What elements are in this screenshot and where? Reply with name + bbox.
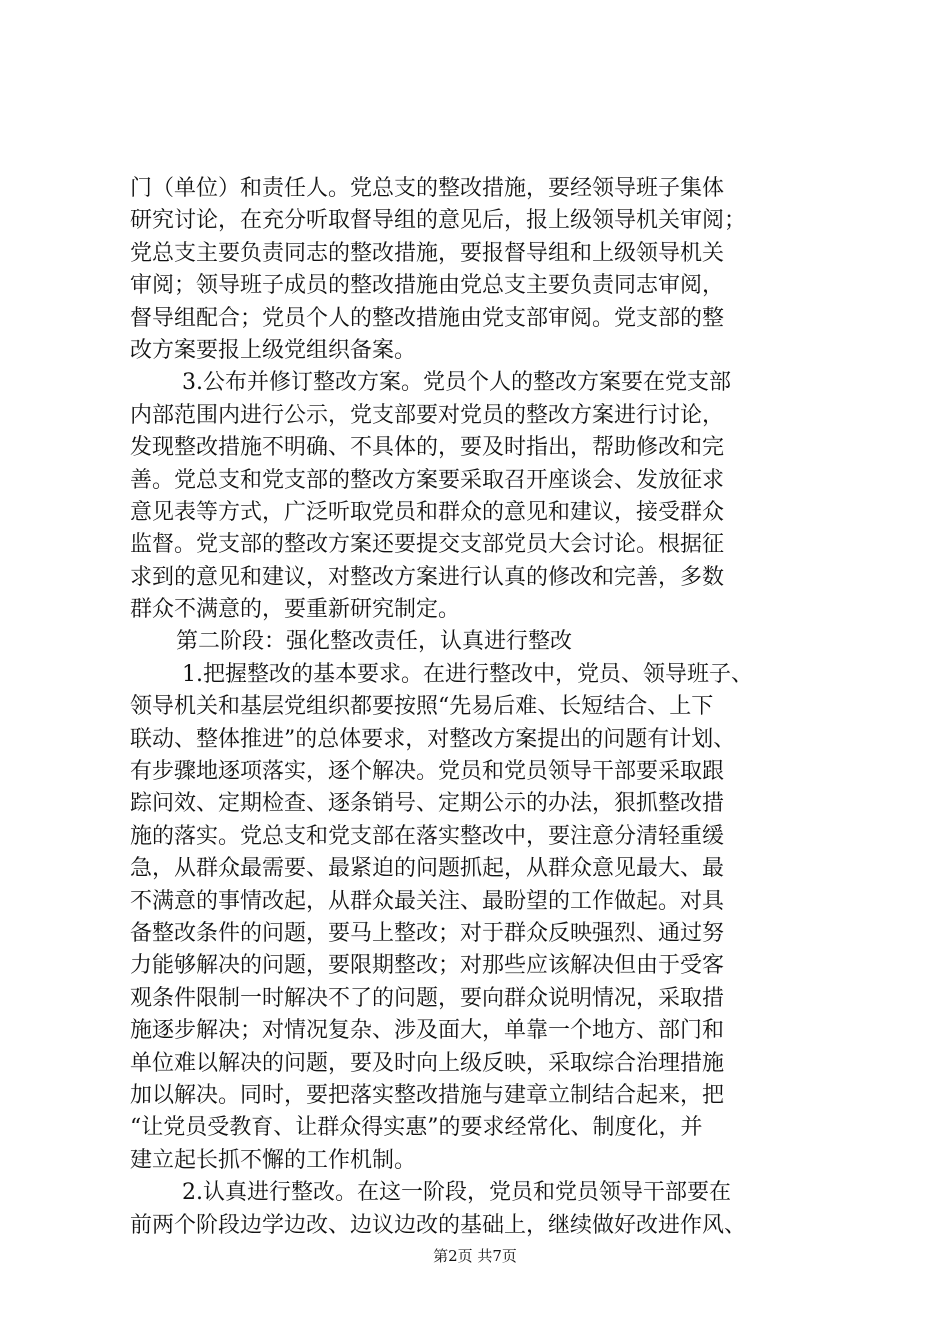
text-line: 施的落实。党总支和党支部在落实整改中，要注意分清轻重缓 <box>130 823 725 849</box>
paragraph-start-line: 3.公布并修订整改方案。党员个人的整改方案要在党支部 <box>182 370 731 396</box>
text-line: 力能够解决的问题，要限期整改；对那些应该解决但由于受客 <box>130 953 725 979</box>
text-line: 改方案要报上级党组织备案。 <box>130 337 417 363</box>
text-line: 加以解决。同时，要把落实整改措施与建章立制结合起来，把 <box>130 1082 725 1108</box>
text-line: 善。党总支和党支部的整改方案要采取召开座谈会、发放征求 <box>130 467 725 493</box>
text-line: 单位难以解决的问题，要及时向上级反映，采取综合治理措施 <box>130 1050 725 1076</box>
paragraph-start-line: 1.把握整改的基本要求。在进行整改中，党员、领导班子、 <box>182 661 753 687</box>
document-body <box>130 173 830 1242</box>
paragraph-start-line: 2.认真进行整改。在这一阶段，党员和党员领导干部要在 <box>182 1180 731 1206</box>
text-line: 联动、整体推进”的总体要求，对整改方案提出的问题有计划、 <box>130 726 736 752</box>
text-line: 发现整改措施不明确、不具体的，要及时指出，帮助修改和完 <box>130 435 725 461</box>
text-line: “让党员受教育、让群众得实惠”的要求经常化、制度化，并 <box>130 1115 703 1141</box>
text-line: 监督。党支部的整改方案还要提交支部党员大会讨论。根据征 <box>130 532 725 558</box>
text-line: 研究讨论，在充分听取督导组的意见后，报上级领导机关审阅； <box>130 208 747 234</box>
text-line: 领导机关和基层党组织都要按照“先易后难、长短结合、上下 <box>130 694 714 720</box>
section-heading: 第二阶段：强化整改责任，认真进行整改 <box>176 629 573 655</box>
text-line: 意见表等方式，广泛听取党员和群众的意见和建议，接受群众 <box>130 499 725 525</box>
text-line: 建立起长抓不懈的工作机制。 <box>130 1147 417 1173</box>
page-footer <box>0 1245 950 1266</box>
text-line: 审阅；领导班子成员的整改措施由党总支主要负责同志审阅， <box>130 273 725 299</box>
text-line: 督导组配合；党员个人的整改措施由党支部审阅。党支部的整 <box>130 305 725 331</box>
text-line: 求到的意见和建议，对整改方案进行认真的修改和完善，多数 <box>130 564 725 590</box>
text-line: 内部范围内进行公示，党支部要对党员的整改方案进行讨论， <box>130 402 725 428</box>
text-line: 急，从群众最需要、最紧迫的问题抓起，从群众意见最大、最 <box>130 856 725 882</box>
text-line: 群众不满意的，要重新研究制定。 <box>130 597 461 623</box>
text-line: 有步骤地逐项落实，逐个解决。党员和党员领导干部要采取跟 <box>130 759 725 785</box>
text-line: 不满意的事情改起，从群众最关注、最盼望的工作做起。对具 <box>130 888 725 914</box>
text-line: 党总支主要负责同志的整改措施，要报督导组和上级领导机关 <box>130 240 725 266</box>
text-line: 观条件限制一时解决不了的问题，要向群众说明情况，采取措 <box>130 985 725 1011</box>
text-line: 备整改条件的问题，要马上整改；对于群众反映强烈、通过努 <box>130 920 725 946</box>
text-line: 门（单位）和责任人。党总支的整改措施，要经领导班子集体 <box>130 176 725 201</box>
text-line: 施逐步解决；对情况复杂、涉及面大，单靠一个地方、部门和 <box>130 1018 725 1044</box>
text-line: 踪问效、定期检查、逐条销号、定期公示的办法，狠抓整改措 <box>130 791 725 817</box>
page-number-label: 第2页 共7页 <box>433 1247 517 1265</box>
text-line: 前两个阶段边学边改、边议边改的基础上，继续做好改进作风、 <box>130 1212 747 1238</box>
